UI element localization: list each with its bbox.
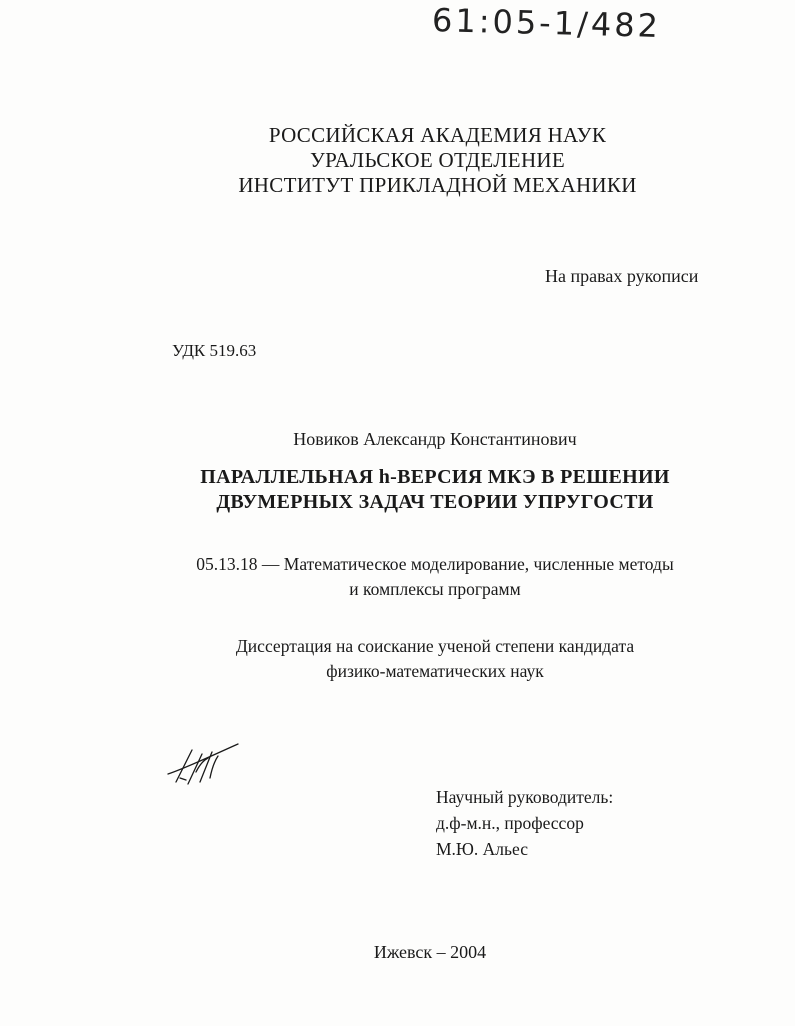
supervisor-label: Научный руководитель: <box>436 787 614 807</box>
degree-statement <box>0 634 795 684</box>
udk-code: УДК 519.63 <box>172 341 257 360</box>
title-line-1: ПАРАЛЛЕЛЬНАЯ h-ВЕРСИЯ МКЭ В РЕШЕНИИ <box>200 466 670 488</box>
institution-header <box>0 123 795 198</box>
city-year: Ижевск – 2004 <box>373 942 487 962</box>
specialty <box>0 552 795 602</box>
supervisor-block <box>436 784 613 862</box>
rights-note: На правах рукописи <box>545 266 699 286</box>
institution-line-2: УРАЛЬСКОЕ ОТДЕЛЕНИЕ <box>309 148 565 172</box>
supervisor-rank: д.ф-м.н., профессор <box>436 813 584 833</box>
handwritten-signature <box>166 738 244 788</box>
institution-line-3: ИНСТИТУТ ПРИКЛАДНОЙ МЕХАНИКИ <box>238 173 637 197</box>
supervisor-name: М.Ю. Альес <box>436 839 528 859</box>
degree-line-1: Диссертация на соискание ученой степени кандидата <box>235 636 635 656</box>
degree-line-2: физико-математических наук <box>326 661 544 681</box>
institution-line-1: РОССИЙСКАЯ АКАДЕМИЯ НАУК <box>268 123 607 147</box>
specialty-line-1: 05.13.18 — Математическое моделирование, численные методы <box>196 554 674 574</box>
specialty-line-2: и комплексы программ <box>349 579 521 599</box>
author-name: Новиков Александр Константинович <box>293 429 577 449</box>
title-line-2: ДВУМЕРНЫХ ЗАДАЧ ТЕОРИИ УПРУГОСТИ <box>216 491 654 513</box>
dissertation-title <box>0 465 795 515</box>
archive-number: 61:05-1/482 <box>431 1 662 45</box>
